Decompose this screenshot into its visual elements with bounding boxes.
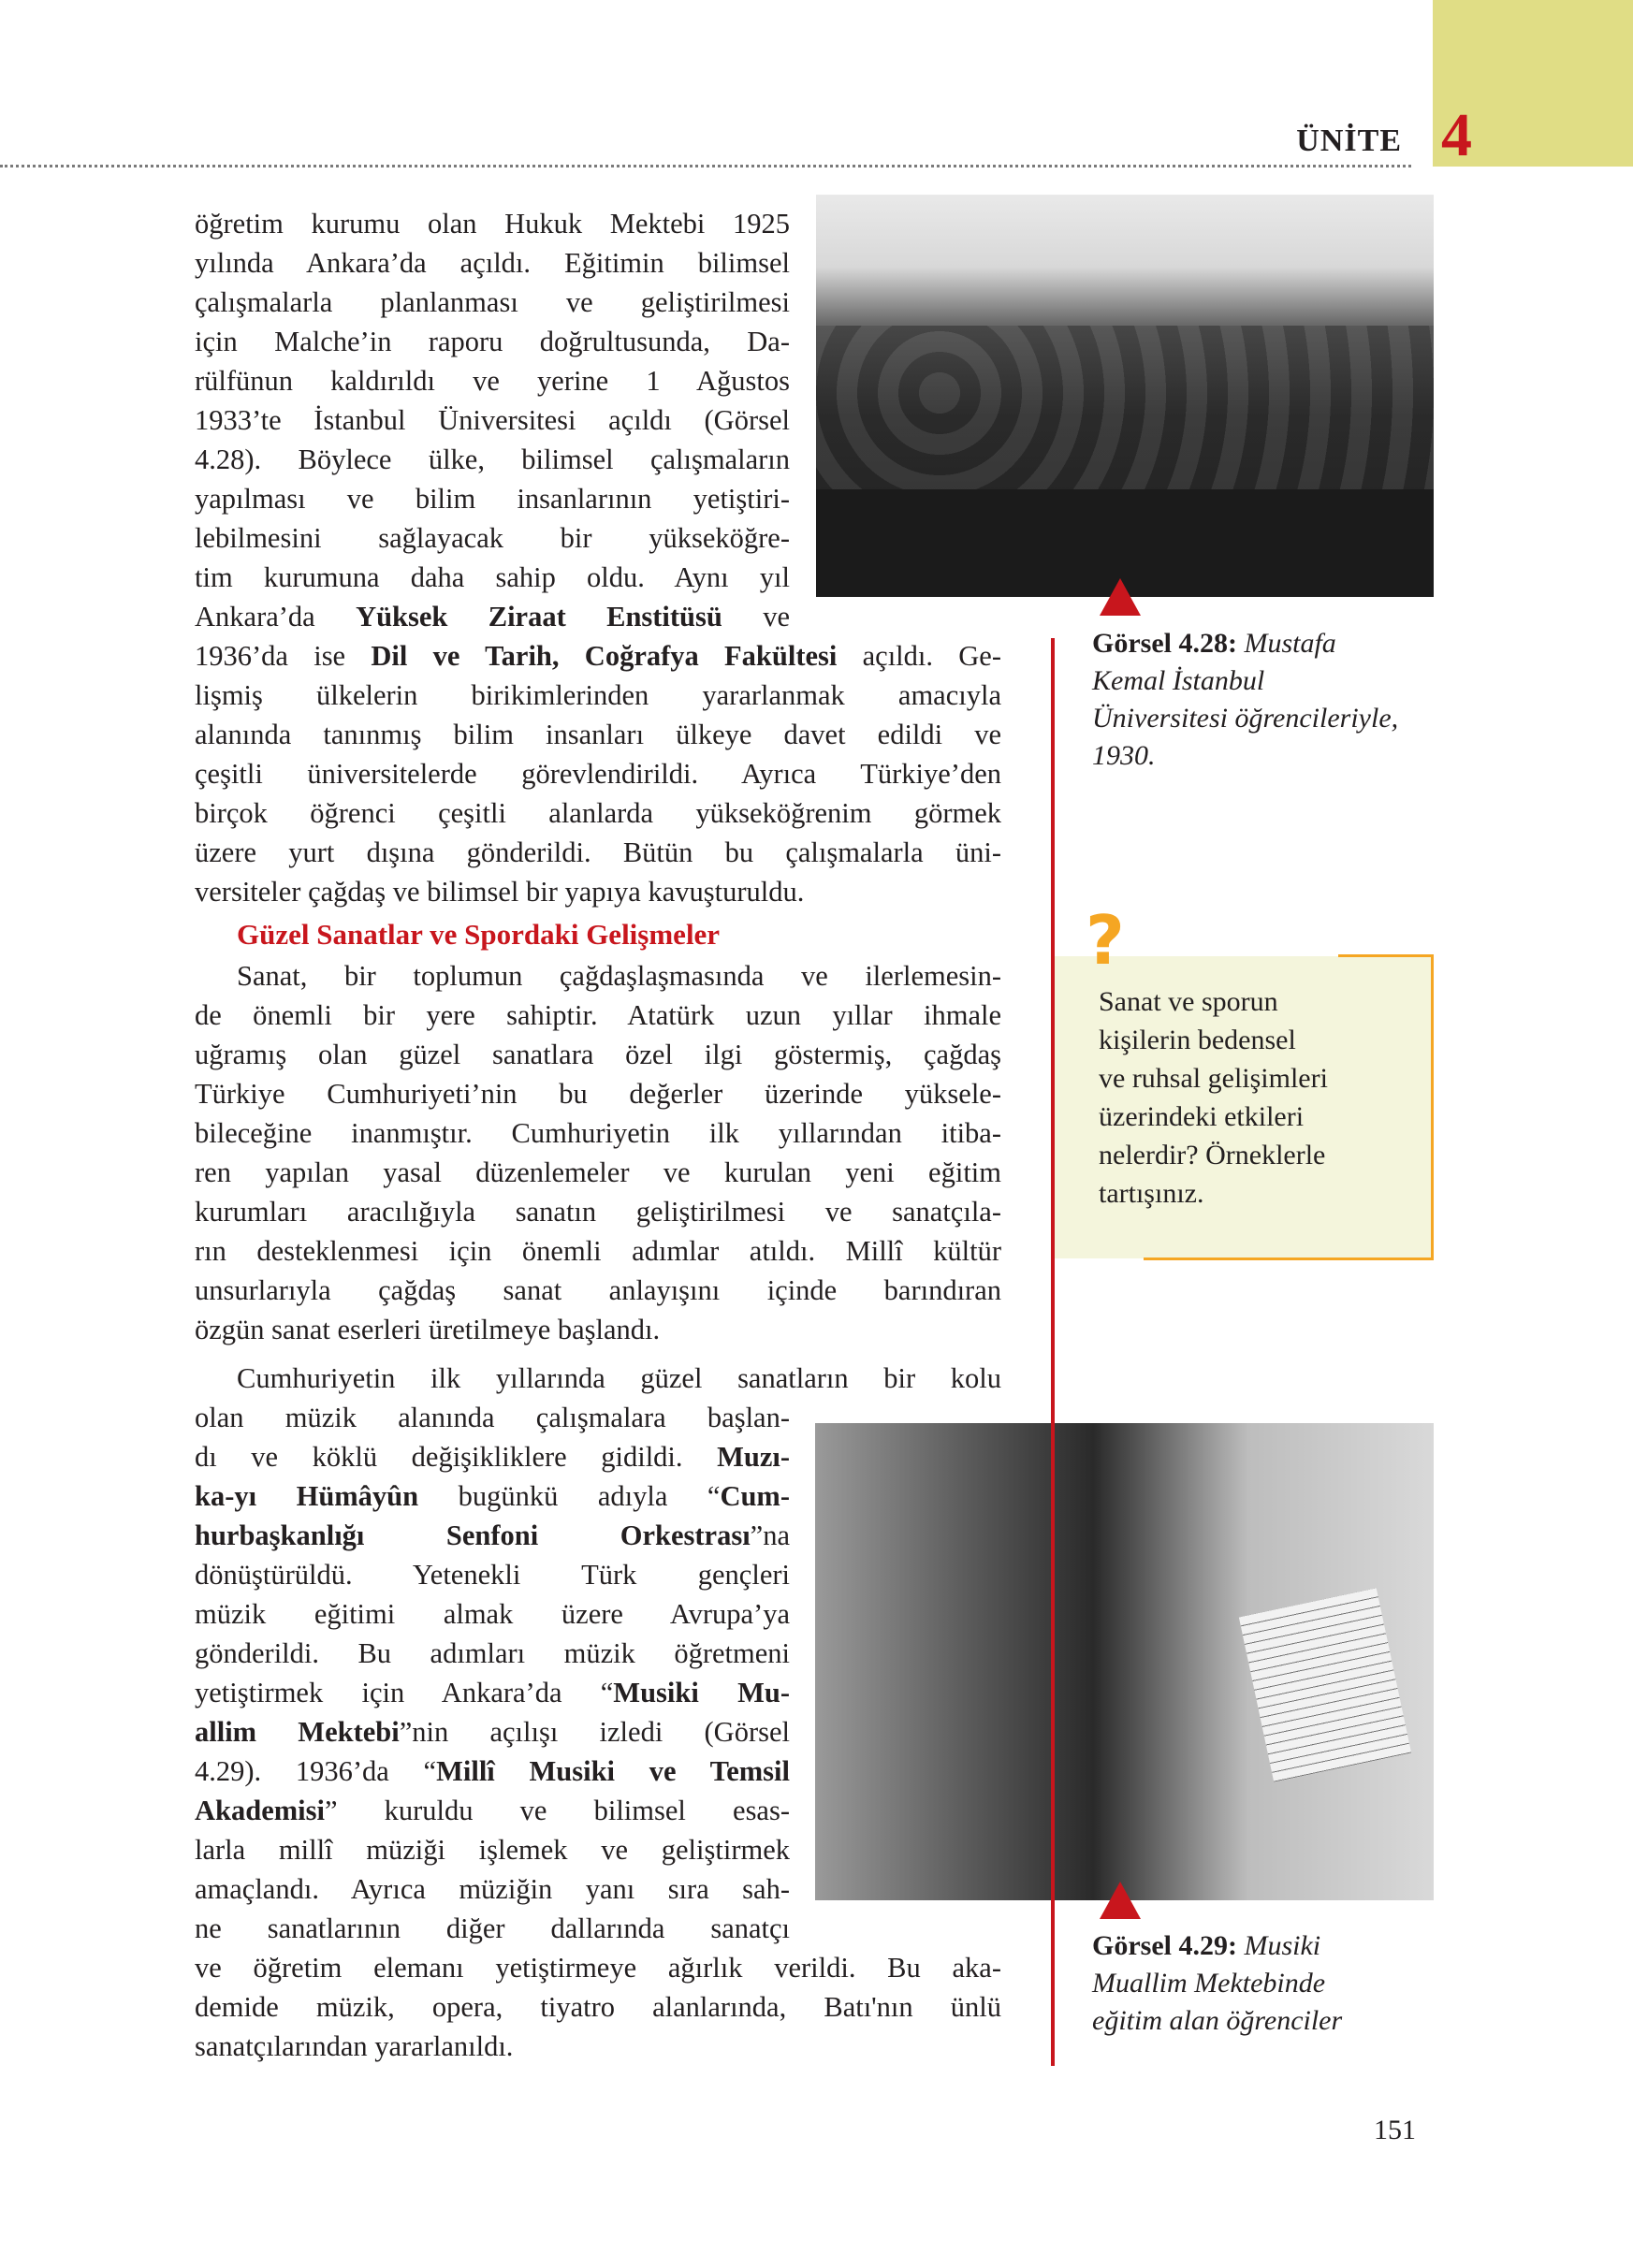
text-line: gönderildi. Bu adımları müzik öğretmeni	[195, 1637, 790, 1669]
text-line: dı ve köklü değişikliklere gidildi. Muzı-	[195, 1441, 790, 1473]
text-line: lişmiş ülkelerin birikimlerinden yararlanmak amacıyla	[195, 679, 1001, 711]
text-line: ren yapılan yasal düzenlemeler ve kurulan yeni eğitim	[195, 1156, 1001, 1188]
text-line: sanatçılarından yararlanıldı.	[195, 2030, 514, 2062]
text-line: yılında Ankara’da açıldı. Eğitimin bilimsel	[195, 247, 790, 279]
text-line: bileceğine inanmıştır. Cumhuriyetin ilk yıllarından itiba-	[195, 1117, 1001, 1149]
text-line: Cumhuriyetin ilk yıllarında güzel sanatların bir kolu	[237, 1362, 1001, 1394]
question-box-border	[1431, 954, 1434, 1260]
text-line: versiteler çağdaş ve bilimsel bir yapıya kavuşturuldu.	[195, 876, 805, 908]
unit-number: 4	[1441, 101, 1472, 169]
text-line: çalışmalarla planlanması ve geliştirilmesi	[195, 286, 790, 318]
text-line: 4.29). 1936’da “Millî Musiki ve Temsil	[195, 1755, 790, 1787]
text-line: birçok öğrenci çeşitli alanlarda yükseköğrenim görmek	[195, 797, 1001, 829]
text-line: de önemli bir yere sahiptir. Atatürk uzun yıllar ihmale	[195, 999, 1001, 1031]
figure-caption-4-28: Görsel 4.28: Mustafa Kemal İstanbul Üniversitesi öğrencileriyle, 1930.	[1092, 628, 1399, 771]
text-line: ne sanatlarının diğer dallarında sanatçı	[195, 1912, 790, 1944]
text-line: uğramış olan güzel sanatlara özel ilgi göstermiş, çağdaş	[195, 1039, 1001, 1070]
text-line: lebilmesini sağlayacak bir yükseköğre-	[195, 522, 790, 554]
question-box-border	[1338, 954, 1434, 957]
text-line: üzere yurt dışına gönderildi. Bütün bu çalışmalarla üni-	[195, 836, 1001, 868]
text-line: Türkiye Cumhuriyeti’nin bu değerler üzerinde yüksele-	[195, 1078, 1001, 1110]
text-line: yetiştirmek için Ankara’da “Musiki Mu-	[195, 1677, 790, 1708]
sidebar-red-rule	[1051, 638, 1055, 2066]
figure-pointer-triangle-icon	[1100, 1882, 1141, 1919]
text-line: demide müzik, opera, tiyatro alanlarında, Batı'nın ünlü	[195, 1991, 1001, 2023]
text-line: olan müzik alanında çalışmalara başlan-	[195, 1402, 790, 1433]
text-line: Sanat, bir toplumun çağdaşlaşmasında ve ilerlemesin-	[237, 960, 1001, 992]
figure-pointer-triangle-icon	[1100, 578, 1141, 616]
text-line: alanında tanınmış bilim insanları ülkeye davet edildi ve	[195, 719, 1001, 750]
text-line: müzik eğitimi almak üzere Avrupa’ya	[195, 1598, 790, 1630]
text-line: 1936’da ise Dil ve Tarih, Coğrafya Fakültesi açıldı. Ge-	[195, 640, 1001, 672]
figure-caption-4-29: Görsel 4.29: Musiki Muallim Mektebinde eğitim alan öğrenciler	[1092, 1930, 1343, 2036]
text-line: 4.28). Böylece ülke, bilimsel çalışmaların	[195, 443, 790, 475]
text-line: için Malche’in raporu doğrultusunda, Da-	[195, 326, 790, 357]
text-line: amaçlandı. Ayrıca müziğin yanı sıra sah-	[195, 1873, 790, 1905]
text-line: hurbaşkanlığı Senfoni Orkestrası”na	[195, 1519, 790, 1551]
text-line: kurumları aracılığıyla sanatın geliştirilmesi ve sanatçıla-	[195, 1196, 1001, 1228]
question-mark-icon: ?	[1086, 901, 1125, 980]
unit-label: ÜNİTE	[1296, 124, 1402, 158]
text-line: ka-yı Hümâyûn bugünkü adıyla “Cum-	[195, 1480, 790, 1512]
question-box-border	[1144, 1258, 1434, 1260]
text-line: dönüştürüldü. Yetenekli Türk gençleri	[195, 1559, 790, 1591]
photo-sheet-music-shape	[1239, 1588, 1411, 1781]
text-line: ve öğretim elemanı yetiştirmeye ağırlık verildi. Bu aka-	[195, 1952, 1001, 1984]
text-line: yapılması ve bilim insanlarının yetiştiri-	[195, 483, 790, 515]
text-line: 1933’te İstanbul Üniversitesi açıldı (Görsel	[195, 404, 790, 436]
photo-ataturk-university-students	[816, 195, 1434, 597]
text-line: Ankara’da Yüksek Ziraat Enstitüsü ve	[195, 601, 790, 632]
text-line: tim kurumuna daha sahip oldu. Aynı yıl	[195, 561, 790, 593]
photo-music-school-students	[815, 1423, 1434, 1900]
text-line: larla millî müziği işlemek ve geliştirmek	[195, 1834, 790, 1866]
section-heading: Güzel Sanatlar ve Spordaki Gelişmeler	[237, 918, 721, 951]
text-line: rın desteklenmesi için önemli adımlar atıldı. Millî kültür	[195, 1235, 1001, 1267]
text-line: Akademisi” kuruldu ve bilimsel esas-	[195, 1795, 790, 1826]
photo-people-shapes	[816, 326, 1434, 494]
page-number: 151	[1374, 2115, 1416, 2145]
text-line: öğretim kurumu olan Hukuk Mektebi 1925	[195, 208, 790, 240]
bold-term: Yüksek Ziraat Enstitüsü	[356, 601, 722, 632]
text-line: çeşitli üniversitelerde görevlendirildi. Ayrıca Türkiye’den	[195, 758, 1001, 790]
text-line: rülfünun kaldırıldı ve yerine 1 Ağustos	[195, 365, 790, 397]
header-dotted-divider	[0, 165, 1411, 167]
text-line: özgün sanat eserleri üretilmeye başlandı.	[195, 1314, 661, 1345]
text-line: allim Mektebi”nin açılışı izledi (Görsel	[195, 1716, 790, 1748]
question-text: Sanat ve sporun kişilerin bedensel ve ruhsal gelişimleri üzerindeki etkileri nelerdir? Örneklerle tartışınız.	[1099, 986, 1328, 1209]
bold-term: Dil ve Tarih, Coğrafya Fakültesi	[371, 640, 838, 672]
text-line: unsurlarıyla çağdaş sanat anlayışını içinde barındıran	[195, 1274, 1001, 1306]
